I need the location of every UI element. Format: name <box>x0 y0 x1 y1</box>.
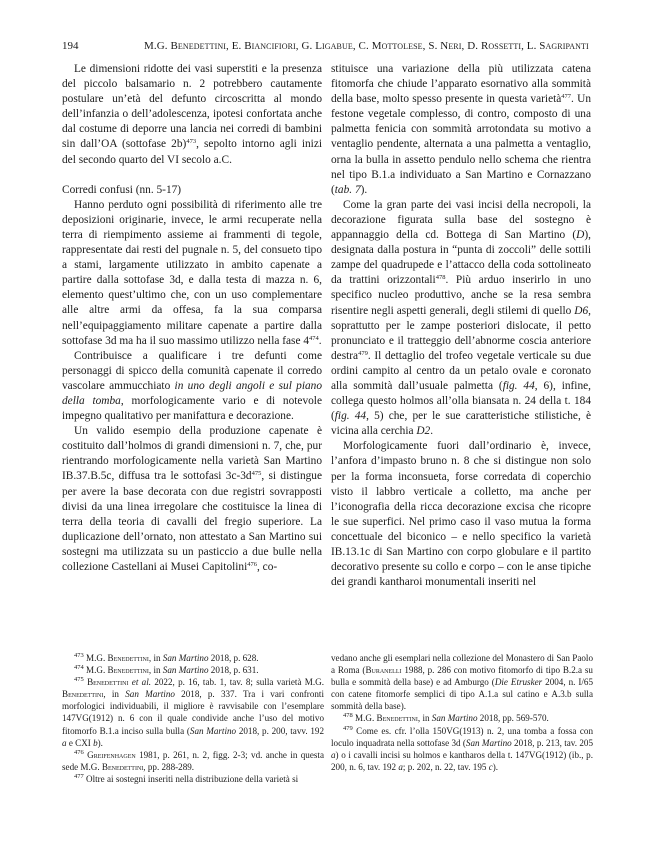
page-number: 194 <box>62 40 79 52</box>
footnote-separator <box>62 642 588 643</box>
figure-ref: fig. 44 <box>334 410 367 423</box>
paragraph-holmos: Un valido esempio della produzione capenate è costituito dall’holmos di grandi dimensioni n. 7, che, pur rientrando morfologicamente nella varietà San Martino IB.37.B.5c, diffusa tra le sottofasi $3c-3d^{475}$, si distingue per avere la base decorata con due registri sovrapposti divisi da una linea irregolare che costituisce la linea di terra della teoria di cavalli del fregio superiore. La duplicazione dell’ornato, non attestato a San Martino sui sostegni ma utilizzata su un pasticcio a due bulle nella collezione Castellani ai Musei Capitolini$^{476}$, co- <box>62 425 322 573</box>
paragraph-vascular-set: Contribuisce a qualificare i tre defunti come personaggi di spicco della comunità capenate il corredo vascolare ammucchiato in uno degli angoli e sul piano della tomba, morfologicamente vario e di notevole impegno qualitativo per manifattura e decorazione. <box>62 349 322 423</box>
footnote-ref-479: 479 <box>358 349 368 357</box>
footnote-474: $^{474}$ M.G. Benedettini, in San Martino 2018, p. 631. <box>74 664 259 676</box>
footnote-479: $^{479}$ Come es. cfr. l’olla 150VG(1913) n. 2, una tomba a fossa con loculo inquadrata nella sottofase 3d (San Martino 2018, p. 213, tav. 205 a) o i cavalli incisi su holmos e kantharos della t. 147VG(1912) (ib., p. 200, n. 6, tav. 192 a; p. 202, n. 22, tav. 195 c). <box>331 724 593 772</box>
footnote-476: $^{476}$ Greifenhagen 1981, p. 261, n. 2, figg. 2-3; vd. anche in questa sede M.G. Benedettini, pp. 288-289. <box>62 748 324 772</box>
footnote-477-continued: vedano anche gli esemplari nella collezione del Monastero di San Paolo a Roma (Buranelli 1988, p. 286 con motivo fitomorfo di tipo B.2.a su bulla e sommità della base) e ad Amburgo (Die Etrusker 2004, n. I/65 con catene fitomorfe semplici di tipo A.1.a sul catino e A.3.b sulla sommità della base). <box>331 653 593 712</box>
footnote-478: $^{478}$ M.G. Benedettini, in San Martino 2018, pp. 569-570. <box>343 712 549 724</box>
paragraph-amphora: Morfologicamente fuori dall’ordinario è, invece, l’anfora d’impasto bruno n. 8 che si distingue non solo per la forma inconsueta, forse corredata di coperchio visto il labbro verticale a colletto, ma anche per l’iconografia della ricca decorazione excisa che ricopre le sue superfici. Nel primo caso il vaso mutua la forma concettuale del biconico – e nello specifico la varietà IB.13.1c di San Martino con corpo globulare e il partito decorativo presente su collo e corpo – con le anse tipiche dei grandi kantharoi monumentali inseriti nel <box>331 440 591 589</box>
paragraph-workshop: Come la gran parte dei vasi incisi della necropoli, la decorazione figurata sulla base del sostegno è appannaggio della cd. Bottega di San Martino (D), designata dalla postura in “punta di zoccoli” delle sottili zampe del quadrupede e l’attacco della coda sottolineato da trattini orizzontali$^{478}$. Più arduo inserirlo in uno specifico nucleo produttivo, anche se la resa sembra risentire negli aspetti generali, degli stilemi di quello D6, soprattutto per le zampe posteriori dislocate, il petto pronunciato e il tratteggio dell’abnorme coscia anteriore destra$^{479}$. Il dettaglio del trofeo vegetale verticale su due ordini campito al centro da un petalo ovale e coronato alla sommità dall’usuale palmetta (fig. 44, 6), infine, collega questo holmos all’olla biansata n. 24 della t. 184 (fig. 44, 5) che, per le sue caratteristiche stilistiche, è vicina alla cerchia D2. <box>331 198 592 438</box>
paragraph-child-burial: Le dimensioni ridotte dei vasi superstiti e la presenza del piccolo balsamario n. 2 potrebbero cautamente postulare un’età del defunto circoscritta al mondo dell’infanzia o dell’adolescenza, ipotesi confortata anche dal costume di deporre una lancia nei corredi di bambini sin dall’OA (sottofase 2b)$^{473}$, sepolto intorno agli inizi del secondo quarto del VI secolo a.C. <box>62 63 323 166</box>
section-heading-corredi-confusi: Corredi confusi (nn. 5-17) <box>62 183 182 196</box>
footnote-475: $^{475}$ Benedettini et al. 2022, p. 16, tab. 1, tav. 8; sulla varietà M.G. Benedettini, in San Martino 2018, p. 337. Tra i vari confronti morfologici individuabili, il migliore è ravvisabile con l’esemplare 147VG(1912) n. 6 con il quale condivide anche l’uso del motivo fitomorfo B.1.a inciso sulla bulla (San Martino 2018, p. 200, tavv. 192 a e CXI b). <box>62 676 324 748</box>
footnote-ref-477: 477 <box>561 93 572 101</box>
running-head-authors: M.G. Benedettini, E. Biancifiori, G. Ligabue, C. Mottolese, S. Neri, D. Rossetti, L. Sagripanti <box>144 40 589 52</box>
footnotes-left-column <box>62 652 324 785</box>
table-ref: tab. 7 <box>334 183 361 196</box>
footnote-477: $^{477}$ Oltre ai sostegni inseriti nella distribuzione della varietà si <box>74 772 299 784</box>
footnote-473: $^{473}$ M.G. Benedettini, in San Martino 2018, p. 628. <box>74 652 259 663</box>
paragraph-weapons: Hanno perduto ogni possibilità di riferimento alle tre deposizioni originarie, invece, le armi recuperate nella terra di riempimento assieme ai frammenti di tegole, rappresentate dai resti del pugnale n. 5, del consueto tipo a stami, largamente utilizzato in ambito capenate a partire dalla sottofase 3d, e dalla testa di mazza n. 6, elemento quest’ultimo che, con un uso complementare alle altre armi da offesa, fa la sua comparsa nell’equipaggiamento militare capenate a partire dalla sottofase 3d ma ha il suo massimo utilizzo nella fase $4^{474}$. <box>62 198 322 347</box>
footnote-ref-474: 474 <box>309 334 319 342</box>
left-text-column <box>62 62 322 575</box>
footnote-ref-476: 476 <box>247 561 257 568</box>
footnote-ref-478: 478 <box>435 274 446 282</box>
paragraph-festoon: stituisce una variazione della più utilizzata catena fitomorfa che chiude l’apparato esornativo alla sommità della base, molto spesso presente in questa varietà$^{477}$. Un festone vegetale complesso, di contro, composto di una palmetta fenicia con sommità arrotondata su motivo a ventaglio pendente, alternata a una palmetta a ventaglio, orna la bulla in assetto pendulo nello schema che rientra nel tipo B.1.a individuato a San Martino e Cornazzano (tab. 7). <box>331 63 591 196</box>
footnotes-right-column <box>331 652 593 773</box>
footnote-ref-473: 473 <box>186 138 197 146</box>
right-text-column <box>331 62 591 590</box>
footnote-ref-475: 475 <box>251 470 262 478</box>
running-header <box>62 40 602 54</box>
figure-ref: fig. 44 <box>502 379 535 392</box>
